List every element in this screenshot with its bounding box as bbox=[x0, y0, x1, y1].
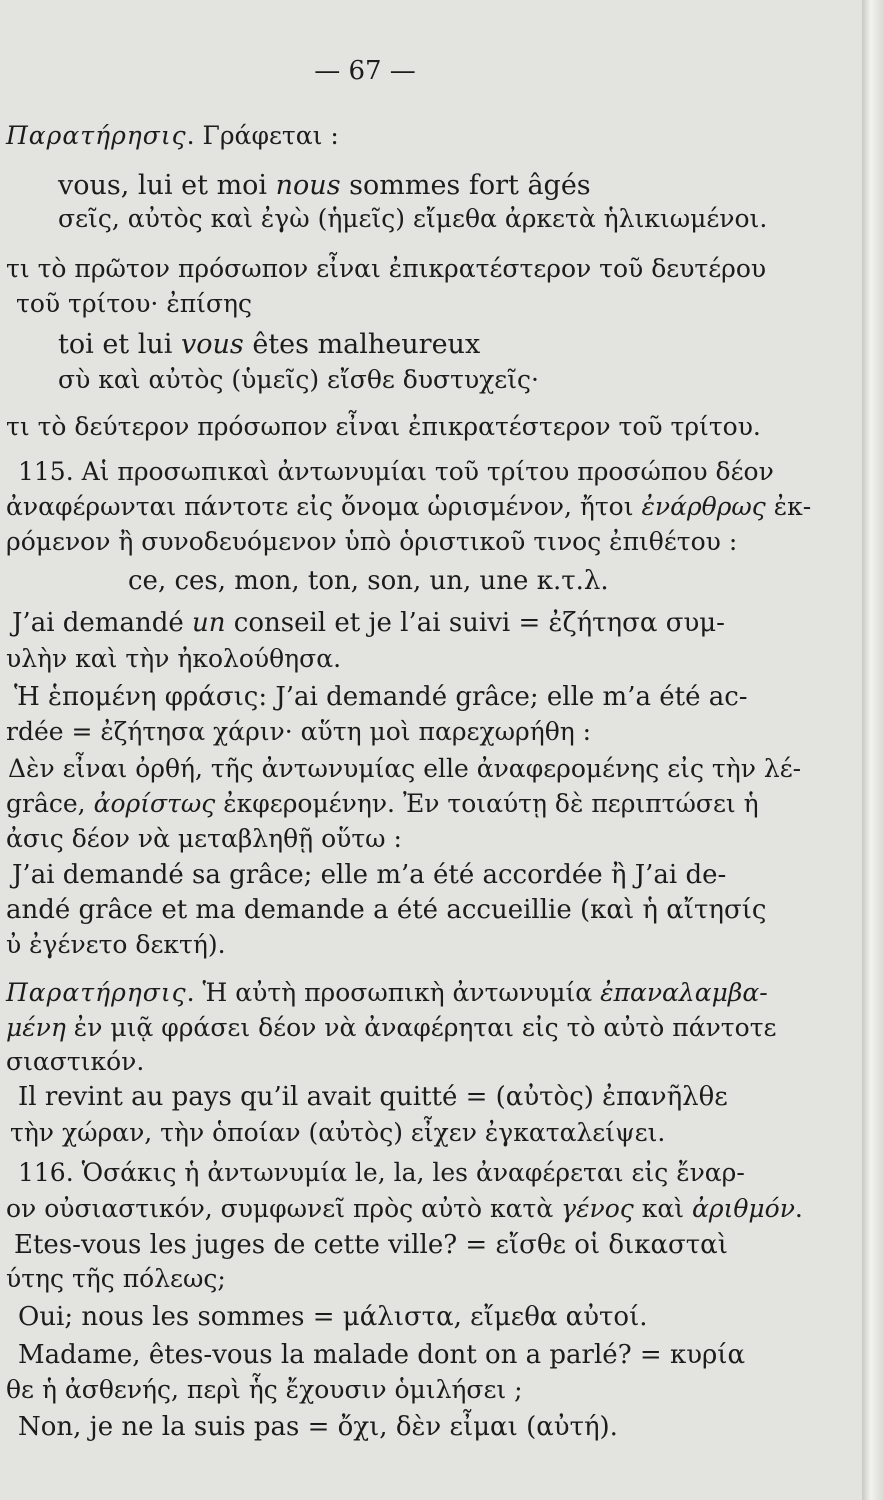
text-line: andé grâce et ma demande a été accueillie (καὶ ἡ αἴτησίς bbox=[6, 895, 767, 925]
text-line: θε ἡ ἀσθενής, περὶ ἧς ἔχουσιν ὁμιλήσει ; bbox=[6, 1375, 523, 1404]
text-line: ἀσις δέον νὰ μεταβληθῇ οὕτω : bbox=[6, 824, 402, 853]
text-line: vous, lui et moi nous sommes fort âgés bbox=[58, 170, 591, 201]
text-line: J’ai demandé un conseil et je l’ai suivi = ἐζήτησα συμ- bbox=[12, 608, 725, 638]
text-line: Etes-vous les juges de cette ville? = εἴσθε οἱ δικασταὶ bbox=[14, 1230, 728, 1260]
text-line: υλὴν καὶ τὴν ἠκολούθησα. bbox=[6, 644, 342, 673]
text-line: ἀναφέρωνται πάντοτε εἰς ὄνομα ὡρισμένον, ἤτοι ἐνάρθρως ἐκ- bbox=[6, 492, 812, 521]
text-line: σεῖς, αὐτὸς καὶ ἐγὼ (ἡμεῖς) εἴμεθα ἀρκετὰ ἡλικιωμένοι. bbox=[58, 204, 768, 233]
text-line: τι τὸ πρῶτον πρόσωπον εἶναι ἐπικρατέστερον τοῦ δευτέρου bbox=[6, 254, 767, 283]
text-line: Il revint au pays qu’il avait quitté = (αὐτὸς) ἐπανῆλθε bbox=[18, 1082, 728, 1112]
text-line: σὺ καὶ αὐτὸς (ὑμεῖς) εἴσθε δυστυχεῖς· bbox=[58, 365, 539, 394]
page-number: — 67 — bbox=[314, 56, 416, 86]
text-line: toi et lui vous êtes malheureux bbox=[58, 329, 481, 360]
text-line: σιαστικόν. bbox=[6, 1047, 145, 1076]
text-line: Ἡ ἑπομένη φράσις: J’ai demandé grâce; elle m’a été ac- bbox=[14, 682, 748, 712]
page-edge bbox=[862, 0, 884, 1500]
text-line: ρόμενον ἢ συνοδευόμενον ὑπὸ ὁριστικοῦ τινος ἐπιθέτου : bbox=[6, 527, 738, 556]
text-line: rdée = ἐζήτησα χάριν· αὕτη μοὶ παρεχωρήθη : bbox=[6, 717, 592, 746]
text-line: ον οὐσιαστικόν, συμφωνεῖ πρὸς αὐτὸ κατὰ γένος καὶ ἀριθμόν. bbox=[6, 1194, 803, 1223]
text-line: μένη ἐν μιᾷ φράσει δέον νὰ ἀναφέρηται εἰς τὸ αὐτὸ πάντοτε bbox=[6, 1013, 777, 1042]
text-line: τὴν χώραν, τὴν ὁποίαν (αὐτὸς) εἶχεν ἐγκαταλείψει. bbox=[10, 1118, 666, 1147]
text-line: 115. Αἱ προσωπικαὶ ἀντωνυμίαι τοῦ τρίτου προσώπου δέον bbox=[18, 457, 774, 486]
text-line: Madame, êtes-vous la malade dont on a parlé? = κυρία bbox=[18, 1340, 746, 1370]
text-line: 116. Ὁσάκις ἡ ἀντωνυμία le, la, les ἀναφέρεται εἰς ἔναρ- bbox=[18, 1158, 745, 1187]
text-line: ύτης τῆς πόλεως; bbox=[6, 1264, 226, 1293]
text-line: Παρατήρησις. Γράφεται : bbox=[6, 121, 339, 150]
text-line: J’ai demandé sa grâce; elle m’a été accordée ἢ J’ai de- bbox=[12, 860, 727, 890]
text-line: ὐ ἐγένετο δεκτή). bbox=[6, 930, 226, 959]
text-line: Oui; nous les sommes = μάλιστα, εἴμεθα αὐτοί. bbox=[18, 1302, 648, 1332]
text-line: Non, je ne la suis pas = ὄχι, δὲν εἶμαι (αὐτή). bbox=[18, 1412, 618, 1442]
text-line: τοῦ τρίτου· ἐπίσης bbox=[16, 289, 253, 318]
text-line: τι τὸ δεύτερον πρόσωπον εἶναι ἐπικρατέστερον τοῦ τρίτου. bbox=[6, 412, 761, 441]
text-line: Παρατήρησις. Ἡ αὐτὴ προσωπικὴ ἀντωνυμία ἐπαναλαμβα- bbox=[6, 978, 768, 1007]
text-line: ce, ces, mon, ton, son, un, une κ.τ.λ. bbox=[128, 566, 609, 596]
text-line: grâce, ἀορίστως ἐκφερομένην. Ἐν τοιαύτῃ δὲ περιπτώσει ἡ bbox=[6, 789, 759, 818]
text-line: Δὲν εἶναι ὀρθή, τῆς ἀντωνυμίας elle ἀναφερομένης εἰς τὴν λέ- bbox=[8, 754, 802, 783]
